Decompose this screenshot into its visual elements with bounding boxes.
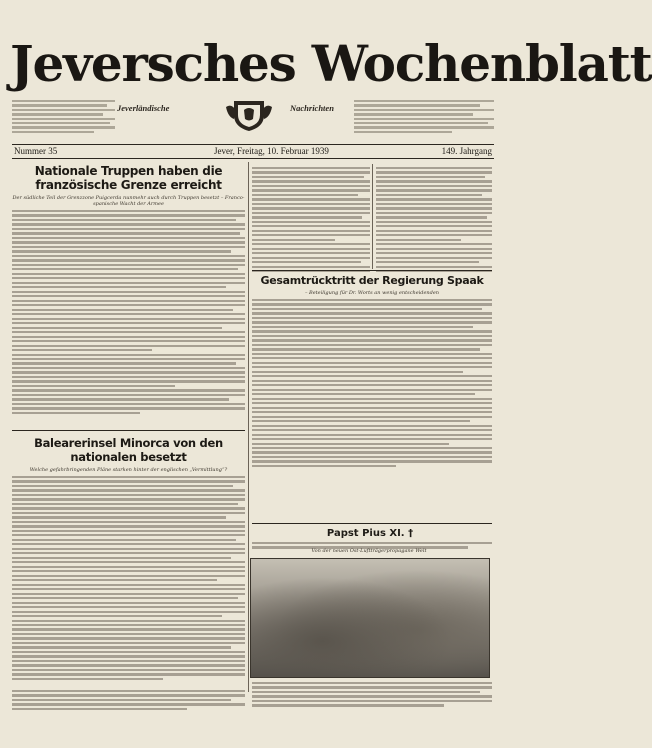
subheadline-spaak-government: – Beteiligung für Dr. Worts an wenig entscheidenden [304,290,440,296]
masthead [10,34,652,100]
article-text-minorca [12,476,245,680]
article-text-middle [252,167,370,272]
issue-date: Jever, Freitag, 10. Februar 1939 [214,146,329,156]
article-french-border [12,164,245,416]
dateline [12,144,494,159]
article-divider [252,270,492,271]
coat-of-arms-icon [222,97,276,133]
column-divider [372,164,373,269]
newspaper-title: Jeversches Wochenblatt [10,34,652,93]
issue-number: Nummer 35 [14,146,58,156]
photo-caption: Von der neuen Ost-Luftträgerpropagane Welt [311,548,427,554]
masthead-right-info [354,100,494,144]
volume-year: 149. Jahrgang [441,146,492,156]
article-text-right [376,167,492,272]
headline-french-border: Nationale Truppen haben die französische Grenze erreicht [34,164,223,192]
article-spaak-government [252,274,492,469]
subheadline-minorca: Welche gefahrbringenden Pläne starken hinter der englischen „Vermittlung“? [29,467,228,473]
article-bottom-right [252,682,492,709]
headline-spaak-government: Gesamtrücktritt der Regierung Spaak [260,274,484,287]
article-right-column [376,164,492,275]
masthead-left-subtitle: Jeverländische [117,103,170,113]
article-middle-column [252,164,370,275]
news-photograph [250,558,490,678]
article-divider [252,523,492,524]
article-text-spaak-government [252,299,492,467]
headline-papst-pius: Papst Pius XI. † [326,528,414,539]
article-minorca [12,436,245,682]
column-divider [248,162,249,692]
article-divider [12,430,245,431]
subheadline-french-border: Der südliche Teil der Grenzzone Puigcerda nunmehr auch durch Truppen besetzt – Franco-spanische Wacht der Armee [12,195,245,207]
article-text-french-border [12,210,245,414]
masthead-left-info [12,100,115,144]
headline-minorca: Balearerinsel Minorca von den nationalen besetzt [34,436,223,464]
article-bottom-left [12,690,245,712]
masthead-right-subtitle: Nachrichten [290,103,334,113]
